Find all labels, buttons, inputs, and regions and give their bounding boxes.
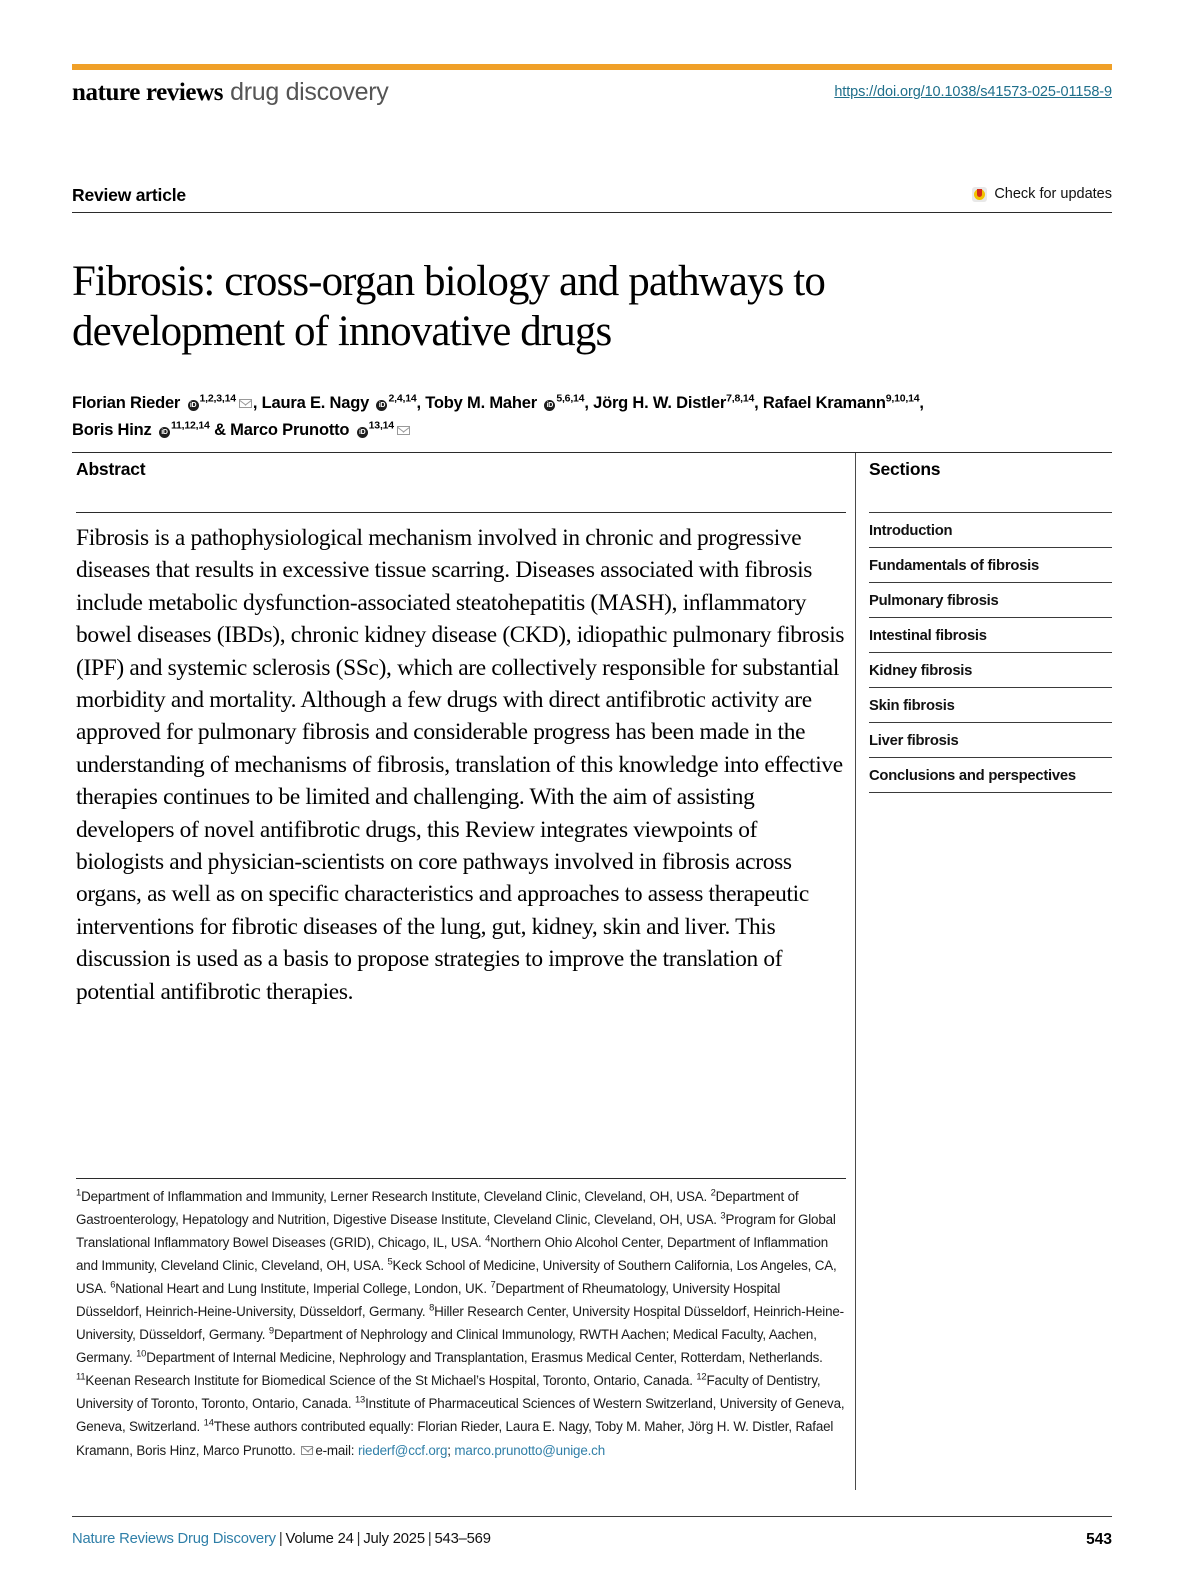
sidebar-item-fundamentals-of-fibrosis[interactable]: Fundamentals of fibrosis xyxy=(869,547,1112,582)
sections-list xyxy=(869,512,1112,793)
footer-page-range: 543–569 xyxy=(434,1531,491,1547)
orcid-icon[interactable]: iD xyxy=(188,400,199,411)
sections-heading: Sections xyxy=(869,459,941,479)
footer-sep-2: | xyxy=(356,1531,361,1547)
divider-under-article-type xyxy=(72,212,1112,213)
column-divider xyxy=(855,453,856,1490)
sidebar-item-kidney-fibrosis[interactable]: Kidney fibrosis xyxy=(869,652,1112,687)
crossmark-icon xyxy=(972,187,987,202)
article-type-label: Review article xyxy=(72,185,186,205)
email-icon[interactable] xyxy=(239,399,252,408)
orcid-icon[interactable]: iD xyxy=(376,400,387,411)
email-link-rieder[interactable]: riederf@ccf.org xyxy=(357,1442,448,1458)
page-title: Fibrosis: cross-organ biology and pathways to development of innovative drugs xyxy=(72,257,825,355)
divider-abstract-body xyxy=(76,512,846,513)
masthead-accent-rule xyxy=(72,64,1112,70)
author-line-1: Florian Rieder iD$^{1,2,3,14}$ , Laura E. Nagy iD$^{2,4,14}$, Toby M. Maher iD$^{5,6,14}$, Jörg H. W. Distler$^{7,8,14}$, Rafael Kramann$^{9,10,14}$, xyxy=(72,392,924,412)
author-list xyxy=(72,390,1112,443)
footer-page-number: 543 xyxy=(1086,1531,1112,1548)
check-for-updates-button[interactable] xyxy=(972,186,1112,202)
footer-sep-1: | xyxy=(278,1531,283,1547)
author-line-2: Boris Hinz iD$^{11,12,14}$ & Marco Prunotto iD$^{13,14}$ xyxy=(72,417,1112,444)
affiliations-block: $^1$Department of Inflammation and Immunity, Lerner Research Institute, Cleveland Clinic, Cleveland, OH, USA. $^2$Department of Gastroenterology, Hepatology and Nutrition, Digestive Disease Institute, Cleveland Clinic, Cleveland, OH, USA. $^3$Program for Global Translational Inflammatory Bowel Diseases (GRID), Chicago, IL, USA. $^4$Northern Ohio Alcohol Center, Department of Inflammation and Immunity, Cleveland Clinic, Cleveland, OH, USA. $^5$Keck School of Medicine, University of Southern California, Los Angeles, CA, USA. $^6$National Heart and Lung Institute, Imperial College, London, UK. $^7$Department of Rheumatology, University Hospital Düsseldorf, Heinrich-Heine-University, Düsseldorf, Germany. $^8$Hiller Research Center, University Hospital Düsseldorf, Heinrich-Heine-University, Düsseldorf, Germany. $^9$Department of Nephrology and Clinical Immunology, RWTH Aachen; Medical Faculty, Aachen, Germany. $^{10}$Department of Internal Medicine, Nephrology and Transplantation, Erasmus Medical Center, Rotterdam, Netherlands. $^{11}$Keenan Research Institute for Biomedical Science of the St Michael’s Hospital, Toronto, Ontario, Canada. $^{12}$Faculty of Dentistry, University of Toronto, Toronto, Ontario, Canada. $^{13}$Institute of Pharmaceutical Sciences of Western Switzerland, University of Geneva, Geneva, Switzerland. $^{14}$These authors contributed equally: Florian Rieder, Laura E. Nagy, Toby M. Maher, Jörg H. W. Distler, Rafael Kramann, Boris Hinz, Marco Prunotto. e-mail: riederf@ccf.org; marco.prunotto@unige.ch xyxy=(76,1186,845,1458)
sidebar-item-intestinal-fibrosis[interactable]: Intestinal fibrosis xyxy=(869,617,1112,652)
abstract-heading: Abstract xyxy=(76,459,146,479)
footer-divider xyxy=(72,1516,1112,1517)
masthead-brand-primary: nature reviews xyxy=(72,79,224,106)
email-icon xyxy=(301,1446,313,1455)
doi-link[interactable]: https://doi.org/10.1038/s41573-025-01158-9 xyxy=(834,84,1112,100)
abstract-text: Fibrosis is a pathophysiological mechanism involved in chronic and progressive diseases that results in excessive tissue scarring. Diseases associated with fibrosis include metabolic dysfunction-associated steatohepatitis (MASH), inflammatory bowel diseases (IBDs), chronic kidney disease (CKD), idiopathic pulmonary fibrosis (IPF) and systemic sclerosis (SSc), which are collectively responsible for substantial morbidity and mortality. Although a few drugs with direct antifibrotic activity are approved for pulmonary fibrosis and considerable progress has been made in the understanding of mechanisms of fibrosis, translation of this knowledge into effective therapies continues to be limited and challenging. With the aim of assisting developers of novel antifibrotic drugs, this Review integrates viewpoints of biologists and physician-scientists on core pathways involved in fibrosis across organs, as well as on specific characteristics and approaches to assess therapeutic interventions for fibrotic diseases of the lung, gut, kidney, skin and liver. This discussion is used as a basis to propose strategies to improve the translation of potential antifibrotic therapies. xyxy=(76,525,845,1005)
footer-issue-date: July 2025 xyxy=(363,1531,425,1547)
orcid-icon[interactable]: iD xyxy=(159,427,170,438)
email-icon[interactable] xyxy=(397,426,410,435)
divider-above-abstract xyxy=(72,452,1112,453)
email-link-prunotto[interactable]: marco.prunotto@unige.ch xyxy=(454,1442,606,1458)
footer-journal-name[interactable]: Nature Reviews Drug Discovery xyxy=(72,1531,276,1547)
divider-above-affiliations xyxy=(76,1178,846,1179)
orcid-icon[interactable]: iD xyxy=(357,427,368,438)
sidebar-item-skin-fibrosis[interactable]: Skin fibrosis xyxy=(869,687,1112,722)
footer-sep-3: | xyxy=(427,1531,432,1547)
sidebar-item-conclusions-and-perspectives[interactable]: Conclusions and perspectives xyxy=(869,757,1112,793)
masthead-brand-secondary: drug discovery xyxy=(230,78,389,106)
sidebar-item-pulmonary-fibrosis[interactable]: Pulmonary fibrosis xyxy=(869,582,1112,617)
orcid-icon[interactable]: iD xyxy=(544,400,555,411)
journal-masthead[interactable] xyxy=(72,78,388,107)
footer-volume: Volume 24 xyxy=(285,1531,354,1547)
sidebar-item-liver-fibrosis[interactable]: Liver fibrosis xyxy=(869,722,1112,757)
sidebar-item-introduction[interactable]: Introduction xyxy=(869,512,1112,547)
footer-citation xyxy=(72,1531,491,1547)
check-for-updates-label: Check for updates xyxy=(994,186,1112,202)
